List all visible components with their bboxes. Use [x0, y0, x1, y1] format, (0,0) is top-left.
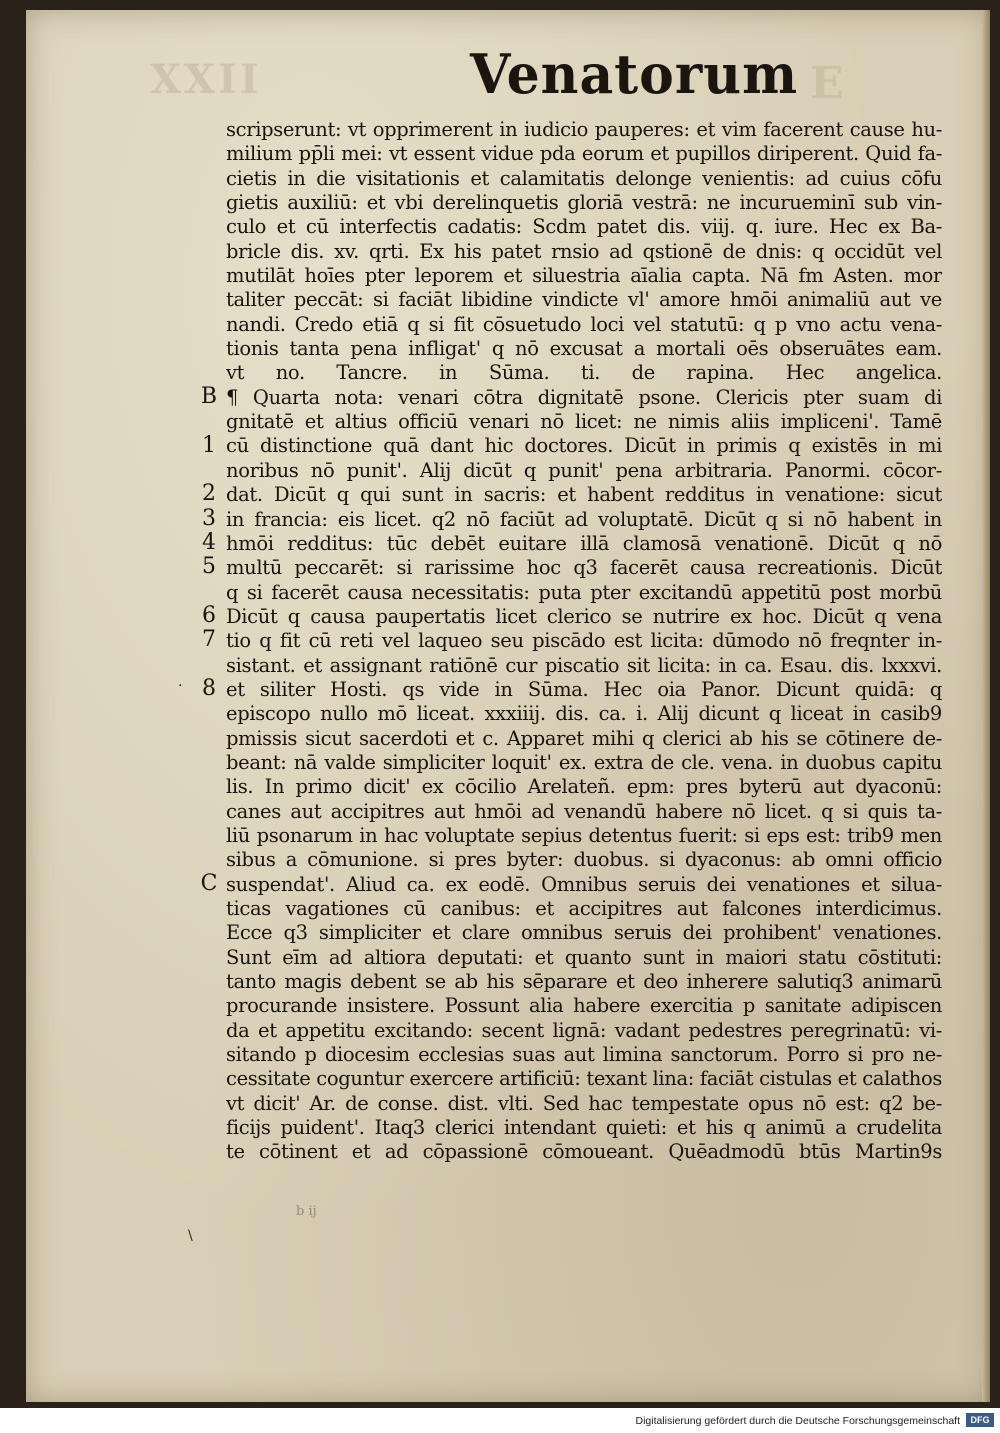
text-line: milium pp̄li mei: vt essent vidue pda eorum et pupillos diriperent. Quid fa-: [226, 142, 942, 166]
margin-mark: B: [200, 383, 218, 409]
page-edge: [982, 10, 990, 1402]
bleed-through-mark-right: E: [810, 58, 844, 109]
text-line: lis. In primo dicit' ex cōcilio Arelateñ. epm: pres byterū aut dyaconū:: [226, 775, 942, 799]
text-line: vt no. Tancre. in Sūma. ti. de rapina. Hec angelica.: [226, 361, 942, 385]
dfg-logo: DFG: [966, 1413, 994, 1427]
text-line: et siliter Hosti. qs vide in Sūma. Hec oia Panor. Dicunt quidā: q: [226, 677, 942, 701]
text-line: gnitatē et altius officiū venari nō licet: ne nimis aliis impliceni'. Tamē: [226, 410, 942, 434]
text-line: culo et cū interfectis cadatis: Scdm patet dis. viij. q. iure. Hec ex Ba-: [226, 215, 942, 239]
text-line: sitando p diocesim ecclesias suas aut limina sanctorum. Porro si pro ne-: [226, 1043, 942, 1067]
digitization-footer: [0, 1408, 1000, 1433]
main-text-block: [226, 118, 942, 1165]
text-line: tionis tanta pena infligat' q nō excusat a mortali oēs obseruātes eam.: [226, 337, 942, 361]
text-line: taliter peccāt: si faciāt libidine vindicte vl' amore hmōi animaliū aut ve: [226, 288, 942, 312]
text-line: dat. Dicūt q qui sunt in sacris: et habent redditus in venatione: sicut: [226, 483, 942, 507]
text-line: ticas vagationes cū canibus: et accipitres aut falcones interdicimus.: [226, 897, 942, 920]
text-line: cietis in die visitationis et calamitatis delonge venientis: ad cuius cōfu: [226, 166, 942, 190]
text-line: nandi. Credo etiā q si fit cōsuetudo loci vel statutū: q p vno actu vena-: [226, 312, 942, 336]
text-line: vt dicit' Ar. de conse. dist. vlti. Sed hac tempestate opus nō est: q2 be-: [226, 1091, 942, 1115]
text-line: sibus a cōmunione. si pres byter: duobus. si dyaconus: ab omni officio: [226, 848, 942, 872]
text-line: procurande insistere. Possunt alia habere exercitia p sanitate adipiscen: [226, 994, 942, 1018]
stray-ink-mark: ·: [178, 678, 183, 694]
margin-mark: 6: [202, 603, 216, 628]
bleed-through-mark: XXII: [150, 56, 262, 103]
text-line: episcopo nullo mō liceat. xxxiiij. dis. ca. i. Alij dicunt q liceat in casib9: [226, 702, 942, 726]
text-line: liū psonarum in hac voluptate sepius detentus fuerit: si eps est: trib9 men: [226, 823, 942, 847]
margin-mark: 4: [202, 529, 216, 555]
margin-mark: 3: [202, 505, 216, 531]
text-line: canes aut accipitres aut hmōi ad venandū habere nō licet. q si quis ta-: [226, 799, 942, 823]
stray-ink-stroke: \: [188, 1228, 193, 1244]
text-line: gietis auxiliū: et vbi derelinquetis gloriā vestrā: ne incurueminī sub vin-: [226, 191, 942, 215]
text-line: hmōi redditus: tūc debēt euitare illā clamosā venationē. Dicūt q nō: [226, 531, 942, 555]
text-line: q si facerēt causa necessitatis: puta pter excitandū appetitū post morbū: [226, 580, 942, 604]
text-line: ficijs puident'. Itaq3 clerici intendant quieti: et his q animū a crudelita: [226, 1116, 942, 1140]
signature-mark: b ij: [296, 1204, 317, 1219]
text-line: te cōtinent et ad cōpassionē cōmoueant. Quēadmodū btūs Martin9s: [226, 1140, 942, 1164]
margin-mark: C: [200, 870, 218, 896]
margin-mark: 2: [202, 481, 216, 507]
text-line: beant: nā valde simpliciter loquit' ex. extra de cle. vena. in duobus capitu: [226, 750, 942, 774]
margin-mark: 7: [202, 627, 216, 653]
text-line: cū distinctione quā dant hic doctores. Dicūt in primis q existēs in mi: [226, 434, 942, 458]
margin-mark: 5: [202, 554, 216, 580]
text-line: da et appetitu excitando: secent lignā: vadant pedestres peregrinatū: vi-: [226, 1018, 942, 1042]
text-line: scripserunt: vt opprimerent in iudicio pauperes: et vim facerent cause hu-: [226, 118, 942, 141]
margin-mark: 1: [202, 432, 216, 458]
text-line: mutilāt hoīes pter leporem et siluestria aīalia capta. Nā fm Asten. mor: [226, 264, 942, 288]
text-line: multū peccarēt: si rarissime hoc q3 facerēt causa recreationis. Dicūt: [226, 556, 942, 580]
footer-credit: Digitalisierung gefördert durch die Deutsche Forschungsgemeinschaft: [635, 1415, 960, 1427]
text-line: cessitate coguntur exercere artificiū: texant lina: faciāt cistulas et calathos: [226, 1067, 942, 1091]
text-line: pmissis sicut sacerdoti et c. Apparet mihi q clerici ab his se cōtinere de-: [226, 726, 942, 750]
text-line: ¶ Quarta nota: venari cōtra dignitatē psone. Clericis pter suam di: [226, 385, 942, 409]
text-line: tio q fit cū reti vel laqueo seu piscādo est licita: dūmodo nō freqnter in-: [226, 629, 942, 653]
text-line: suspendat'. Aliud ca. ex eodē. Omnibus seruis dei venationes et silua-: [226, 872, 942, 896]
text-line: tanto magis debent se ab his sēparare et deo inherere salutiq3 animarū: [226, 970, 942, 994]
text-line: sistant. et assignant ratiōnē cur piscatio sit licita: in ca. Esau. dis. lxxxvi.: [226, 653, 942, 677]
text-line: Dicūt q causa paupertatis licet clerico se nutrire ex hoc. Dicūt q vena: [226, 604, 942, 628]
text-line: Ecce q3 simpliciter et clare omnibus seruis dei prohibent' venationes.: [226, 921, 942, 945]
text-line: bricle dis. xv. qrti. Ex his patet rnsio ad qstionē de dnis: q occidūt vel: [226, 239, 942, 263]
text-line: in francia: eis licet. q2 nō faciūt ad voluptatē. Dicūt q si nō habent in: [226, 507, 942, 531]
margin-mark: 8: [202, 676, 216, 702]
text-line: Sunt eīm ad altiora deputati: et quanto sunt in maiori statu cōstituti:: [226, 945, 942, 969]
text-line: noribus nō punit'. Alij dicūt q punit' pena arbitraria. Panormi. cōcor-: [226, 458, 942, 482]
running-title: Venatorum: [470, 42, 799, 107]
